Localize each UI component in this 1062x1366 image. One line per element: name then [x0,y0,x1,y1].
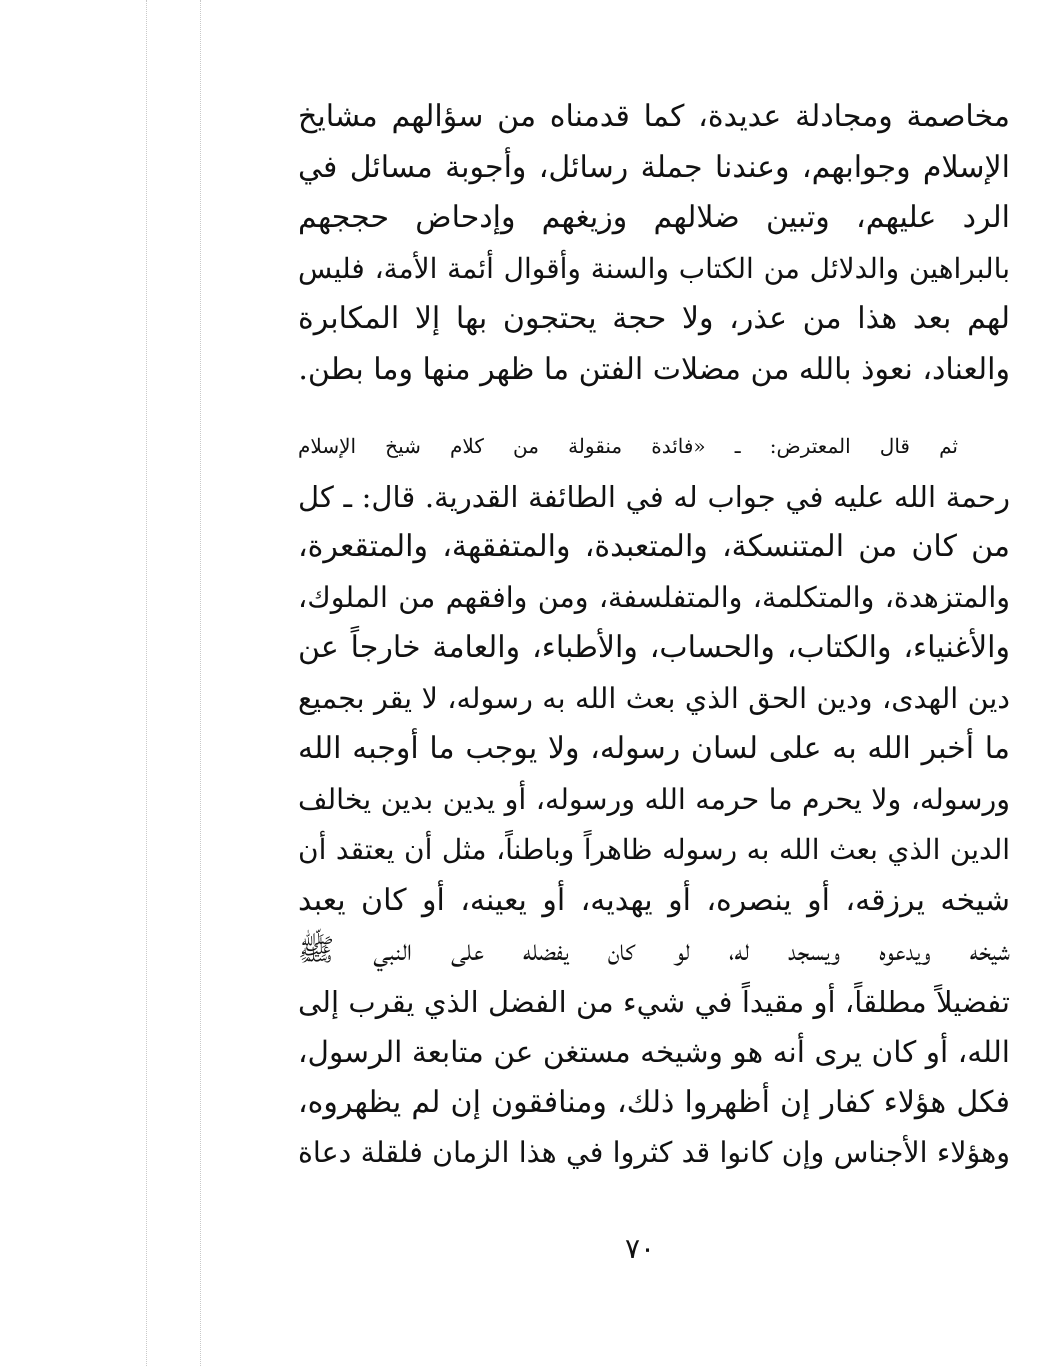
text-line: دين الهدى، ودين الحق الذي بعث الله به رسوله، لا يقر بجميع [298,681,1010,715]
text-line: الرد عليهم، وتبين ضلالهم وزيغهم وإدحاض حججهم [298,200,1010,235]
text-line: شيخه ويدعوه ويسجد له، لو كان يفضله على النبي ﷺ [298,933,1010,968]
left-margin-rule [146,0,147,1366]
text-line: لهم بعد هذا من عذر، ولا حجة يحتجون بها إلا المكابرة [298,301,1010,336]
text-line: والمتزهدة، والمتكلمة، والمتفلسفة، ومن وافقهم من الملوك، [298,580,1010,614]
text-line: تفضيلاً مطلقاً، أو مقيداً في شيء من الفضل الذي يقرب إلى [298,984,1010,1019]
text-line: مخاصمة ومجادلة عديدة، كما قدمناه من سؤالهم مشايخ [298,99,1010,134]
page-body [298,92,1010,1179]
text-line: وهؤلاء الأجناس وإن كانوا قد كثروا في هذا الزمان فلقلة دعاة [298,1136,1010,1169]
text-line: شيخه يرزقه، أو ينصره، أو يهديه، أو يعينه، أو كان يعبد [298,882,1011,918]
left-margin-rule-outer [200,0,201,1366]
text-line: من كان من المتنسكة، والمتعبدة، والمتفقهة، والمتقعرة، [298,529,1010,564]
text-line: ورسوله، ولا يحرم ما حرمه الله ورسوله، أو يدين بدين يخالف [298,782,1010,816]
text-line: والأغنياء، والكتاب، والحساب، والأطباء، والعامة خارجاً عن [298,630,1010,665]
text-line: الإسلام وجوابهم، وعندنا جملة رسائل، وأجوبة مسائل في [298,149,1010,185]
text-line: ثم قال المعترض: ـ «فائدة منقولة من كلام شيخ الإسلام [298,434,958,458]
paragraph-1 [298,92,1010,395]
text-line: ما أخبر الله به على لسان رسوله، ولا يوجب ما أوجبه الله [298,731,1010,766]
text-line: الدين الذي بعث الله به رسوله ظاهراً وباطناً، مثل أن يعتقد أن [298,833,1011,866]
text-line: والعناد، نعوذ بالله من مضلات الفتن ما ظهر منها وما بطن. [298,351,1010,387]
paragraph-gap [298,395,1010,421]
text-line: فكل هؤلاء كفار إن أظهروا ذلك، ومنافقون إن لم يظهروه، [298,1084,1010,1120]
text-line: رحمة الله عليه في جواب له في الطائفة القدرية. قال: ـ كل [298,479,1010,514]
page-number: ٧٠ [624,1232,656,1265]
text-line: بالبراهين والدلائل من الكتاب والسنة وأقوال أئمة الأمة، فليس [298,251,1010,285]
paragraph-2 [298,421,1010,1179]
text-line: الله، أو كان يرى أنه هو وشيخه مستغن عن متابعة الرسول، [298,1035,1010,1069]
